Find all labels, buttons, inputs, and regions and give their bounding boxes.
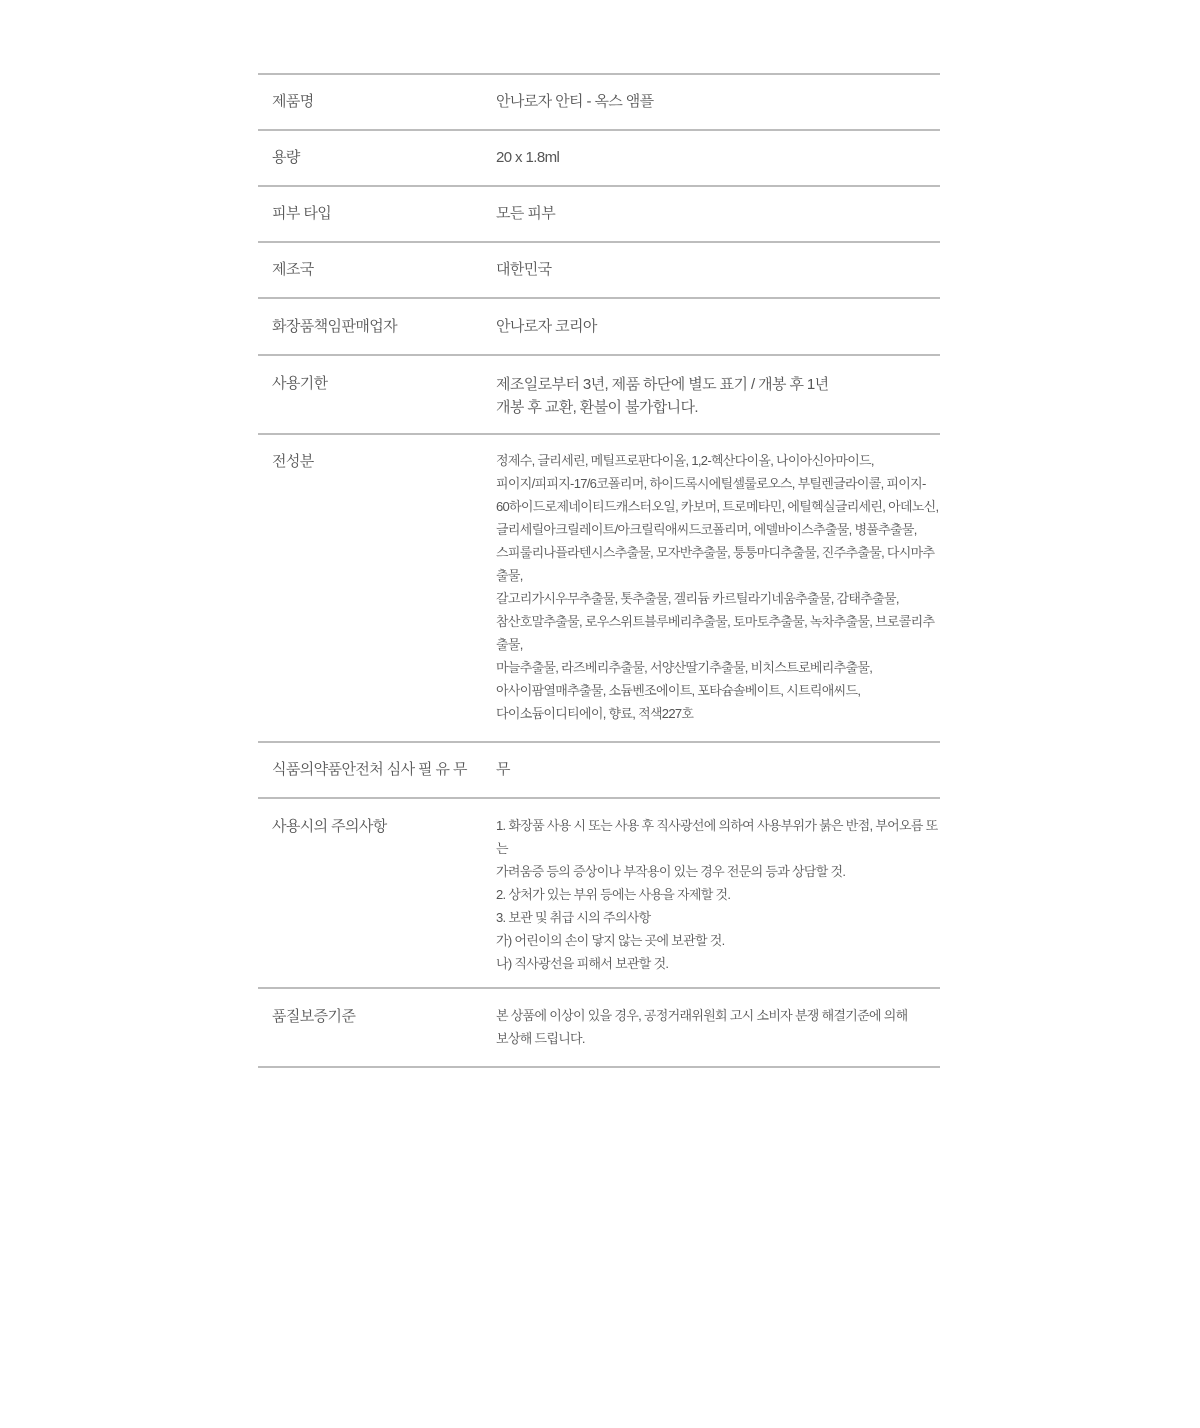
spec-value: 대한민국: [496, 261, 552, 278]
value-line: 가려움증 등의 증상이나 부작용이 있는 경우 전문의 등과 상담할 것.: [496, 864, 846, 879]
spec-row-product-name: [258, 75, 940, 131]
product-spec-table: [258, 73, 940, 1068]
spec-value: 20 x 1.8ml: [496, 149, 560, 166]
value-line: 60하이드로제네이티드캐스터오일, 카보머, 트로메타민, 에틸헥실글리세린, 아데노신,: [496, 499, 939, 514]
value-line: 본 상품에 이상이 있을 경우, 공정거래위원회 고시 소비자 분쟁 해결기준에 의해: [496, 1008, 908, 1023]
value-line: 제조일로부터 3년, 제품 하단에 별도 표기 / 개봉 후 1년: [496, 376, 829, 393]
spec-value: 안나로자 코리아: [496, 317, 597, 335]
value-line: 나) 직사광선을 피해서 보관할 것.: [496, 956, 669, 971]
spec-label: 품질보증기준: [272, 1008, 356, 1025]
value-line: 3. 보관 및 취급 시의 주의사항: [496, 910, 651, 925]
value-line: 정제수, 글리세린, 메틸프로판다이올, 1,2-헥산다이올, 나이아신아마이드,: [496, 453, 874, 468]
spec-label: 사용시의 주의사항: [272, 818, 387, 835]
spec-label: 제조국: [272, 261, 314, 278]
value-line: 마늘추출물, 라즈베리추출물, 서양산딸기추출물, 비치스트로베리추출물,: [496, 660, 873, 675]
value-line: 아사이팜열매추출물, 소듐벤조에이트, 포타슘솔베이트, 시트릭애씨드,: [496, 683, 861, 698]
spec-label: 피부 타입: [272, 205, 332, 222]
value-line: 다이소듐이디티에이, 향료, 적색227호: [496, 706, 694, 721]
value-line: 스피룰리나플라텐시스추출물, 모자반추출물, 퉁퉁마디추출물, 진주추출물, 다시마추출물,: [496, 545, 935, 583]
spec-label: 식품의약품안전처 심사 필 유 무: [272, 761, 467, 778]
value-line: 개봉 후 교환, 환불이 불가합니다.: [496, 399, 698, 416]
spec-row-expiry: [258, 356, 940, 435]
value-line: 2. 상처가 있는 부위 등에는 사용을 자제할 것.: [496, 887, 731, 902]
value-line: 참산호말추출물, 로우스위트블루베리추출물, 토마토추출물, 녹차추출물, 브로콜리추출물,: [496, 614, 935, 652]
spec-value: [496, 989, 940, 1066]
spec-row-volume: [258, 131, 940, 187]
spec-label: 화장품책임판매업자: [272, 317, 398, 335]
spec-value: 안나로자 안티 - 옥스 앰플: [496, 93, 654, 110]
spec-row-quality-guarantee: [258, 989, 940, 1068]
spec-value: 모든 피부: [496, 205, 556, 222]
spec-label: 사용기한: [272, 375, 328, 392]
value-line: 가) 어린이의 손이 닿지 않는 곳에 보관할 것.: [496, 933, 725, 948]
spec-value: 무: [496, 761, 510, 778]
value-line: 갈고리가시우무추출물, 톳추출물, 겔리듐 카르틸라기네움추출물, 감태추출물,: [496, 591, 899, 606]
spec-label: 제품명: [272, 93, 314, 110]
spec-value: [496, 356, 940, 433]
spec-value: [496, 799, 940, 987]
spec-label: 용량: [272, 149, 300, 166]
value-line: 보상해 드립니다.: [496, 1031, 585, 1046]
value-line: 1. 화장품 사용 시 또는 사용 후 직사광선에 의하여 사용부위가 붉은 반점, 부어오름 또는: [496, 818, 938, 856]
spec-row-distributor: [258, 299, 940, 356]
spec-row-country: [258, 243, 940, 299]
spec-value: [496, 435, 940, 741]
spec-label: 전성분: [272, 453, 314, 470]
value-line: 글리세릴아크릴레이트/아크릴릭애씨드코폴리머, 에델바이스추출물, 병풀추출물,: [496, 522, 917, 537]
spec-row-cautions: [258, 799, 940, 989]
spec-row-skin-type: [258, 187, 940, 243]
spec-row-mfds-review: [258, 743, 940, 799]
value-line: 피이지/피피지-17/6코폴리머, 하이드록시에틸셀룰로오스, 부틸렌글라이콜, 피이지-: [496, 476, 926, 491]
spec-row-ingredients: [258, 435, 940, 743]
